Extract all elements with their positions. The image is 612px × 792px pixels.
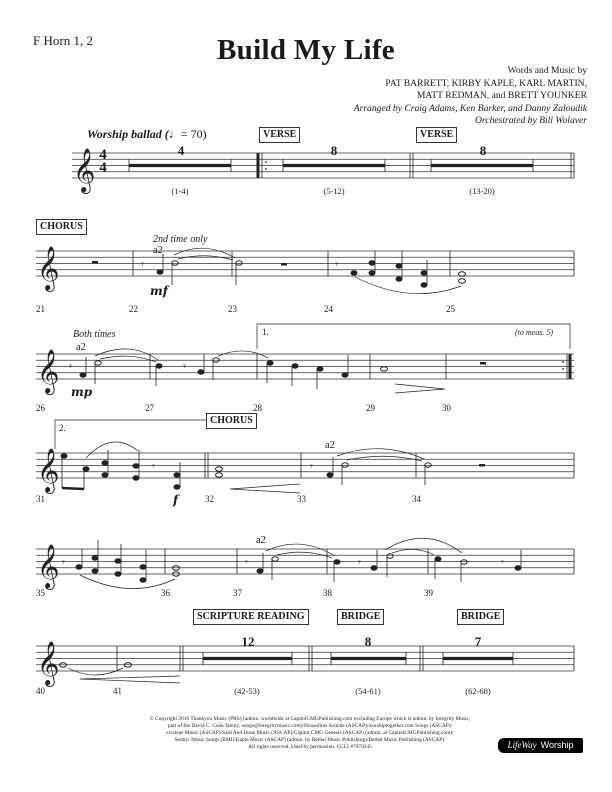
measure-number: 21 [36,304,45,314]
instrument-label: F Horn 1, 2 [33,33,93,48]
rehearsal-mark-verse-2: VERSE [416,127,457,143]
svg-text:𝄞: 𝄞 [37,349,60,393]
measure-number: 29 [366,403,375,413]
system-4-notes [61,442,485,493]
copyright-line: Sentric Music Songs (BMI)/Kaple Music (ASCAP) (admin. by Bethel Music Publishing)/Bethel Music Publishing (ASCAP). [174,737,446,743]
dynamic-mp: mp [71,385,93,399]
measure-number: 28 [253,403,262,413]
staff-lines [36,153,574,671]
svg-text:𝄞: 𝄞 [37,448,60,492]
quarter-note-icon: ♩ [168,127,181,141]
measure-number: 31 [36,494,45,504]
copyright-line: part of the David C. Cook family, songs@integritymusic.com)/Housefires Sounds (ASCAP)/worshiptogether.com Songs (ASCAP)/ [167,723,453,729]
tempo-text: Worship ballad ( [87,127,169,141]
svg-text:𝄾: 𝄾 [245,556,248,569]
lifeway-worship-logo [498,738,583,753]
system-2-notes [92,248,466,293]
multirest-count: 8 [364,634,372,649]
song-title: Build My Life [217,34,395,66]
measure-number: 26 [36,403,45,413]
measure-range: (5-12) [323,186,345,196]
rehearsal-mark-chorus: CHORUS [36,219,87,235]
system-2-staff [36,251,574,276]
measure-number: 36 [161,588,170,598]
dynamic-f: f [173,493,179,507]
svg-text:𝄞: 𝄞 [37,544,60,588]
composers-line-2: MATT REDMAN, and BRETT YOUNKER [416,90,587,102]
copyright-notice [100,716,520,751]
svg-text:𝄾: 𝄾 [62,556,65,569]
svg-text:𝄞: 𝄞 [37,246,60,290]
time-signature-bottom: 4 [99,160,107,176]
arranged-by: Arranged by Craig Adams, Ken Barker, and Danny Zaloudik [353,102,587,114]
measure-number: 38 [323,588,332,598]
logo-text: Worship [540,740,574,750]
svg-text:𝄾: 𝄾 [152,460,155,473]
a2-marking: a2 [153,245,163,256]
svg-text:𝄾: 𝄾 [358,556,361,569]
orchestrated-by: Orchestrated by Bill Wolaver [475,115,587,127]
measure-number: 30 [442,403,451,413]
measure-range: (54-61) [355,686,381,696]
measure-number: 40 [36,686,45,696]
measure-range: (42-53) [234,686,260,696]
measure-number: 23 [228,304,237,314]
to-measure-note: (to meas. 5) [515,328,553,337]
measure-number: 27 [145,403,154,413]
a2-marking: a2 [256,535,266,546]
composers-line-1: PAT BARRETT, KIRBY KAPLE, KARL MARTIN, [385,77,587,89]
measure-number: 34 [412,494,421,504]
logo-brand: LifeWay [507,740,537,750]
multirest-count: 8 [479,143,487,158]
svg-text:𝄾: 𝄾 [335,258,338,271]
measure-range: (62-68) [465,686,491,696]
svg-text:𝄞: 𝄞 [73,148,96,192]
copyright-line: © Copyright 2016 Thankyou Music (PRS) (admin. worldwide at CapitolCMGPublishing.com excluding Europe which is admin. by Integrity Music, [149,716,471,722]
svg-text:𝄾: 𝄾 [69,360,72,373]
second-ending-label: 2. [59,423,66,433]
measure-number: 41 [113,686,122,696]
measure-number: 22 [129,304,138,314]
multirest-count: 4 [177,143,185,158]
system-5-notes [62,538,521,588]
measure-number: 25 [446,304,455,314]
time-signature-top: 4 [99,147,107,163]
rehearsal-mark-verse-1: VERSE [259,127,300,143]
measure-number: 39 [424,588,433,598]
first-ending-label: 1. [262,327,269,337]
rehearsal-mark-bridge-2: BRIDGE [457,609,504,625]
multirest-count: 7 [474,634,482,649]
rehearsal-mark-scripture-reading: SCRIPTURE READING [193,609,309,625]
svg-text:𝄾: 𝄾 [141,258,144,271]
system-3-staff [36,354,574,379]
multirest-count: 12 [241,634,255,649]
copyright-line: All rights reserved. Used by permission. CCLI #7070345 [248,744,372,750]
direction-text: 2nd time only [153,234,208,245]
a2-marking: a2 [76,342,86,353]
measure-number: 33 [297,494,306,504]
svg-text:𝄾: 𝄾 [183,360,186,373]
words-music-label: Words and Music by [507,65,587,76]
measure-number: 24 [324,304,333,314]
copyright-line: sixsteps Music (ASCAP)/Said And Done Music (ASCAP)/Capitol CMG Genesis (ASCAP) (admin. at CapitolCMGPublishing.com)/ [166,730,454,736]
measure-range: (1-4) [171,186,189,196]
rehearsal-mark-bridge-1: BRIDGE [337,609,384,625]
svg-text:𝄾: 𝄾 [501,556,504,569]
a2-marking: a2 [325,440,335,451]
svg-text:𝄞: 𝄞 [37,641,60,685]
measure-range: (13-20) [469,186,495,196]
time-signature [97,149,109,175]
system-3-notes [69,349,486,393]
measure-number: 32 [205,494,214,504]
system-4-staff [36,453,574,478]
tempo-bpm: = 70) [180,127,207,141]
measure-number: 37 [233,588,242,598]
measure-number: 35 [36,588,45,598]
direction-text: Both times [73,329,116,340]
rehearsal-mark-chorus: CHORUS [206,413,257,429]
svg-text:𝄾: 𝄾 [310,460,313,473]
dynamic-mf: mf [150,284,168,298]
system-6-notes [60,663,181,683]
multirest-count: 8 [330,143,338,158]
